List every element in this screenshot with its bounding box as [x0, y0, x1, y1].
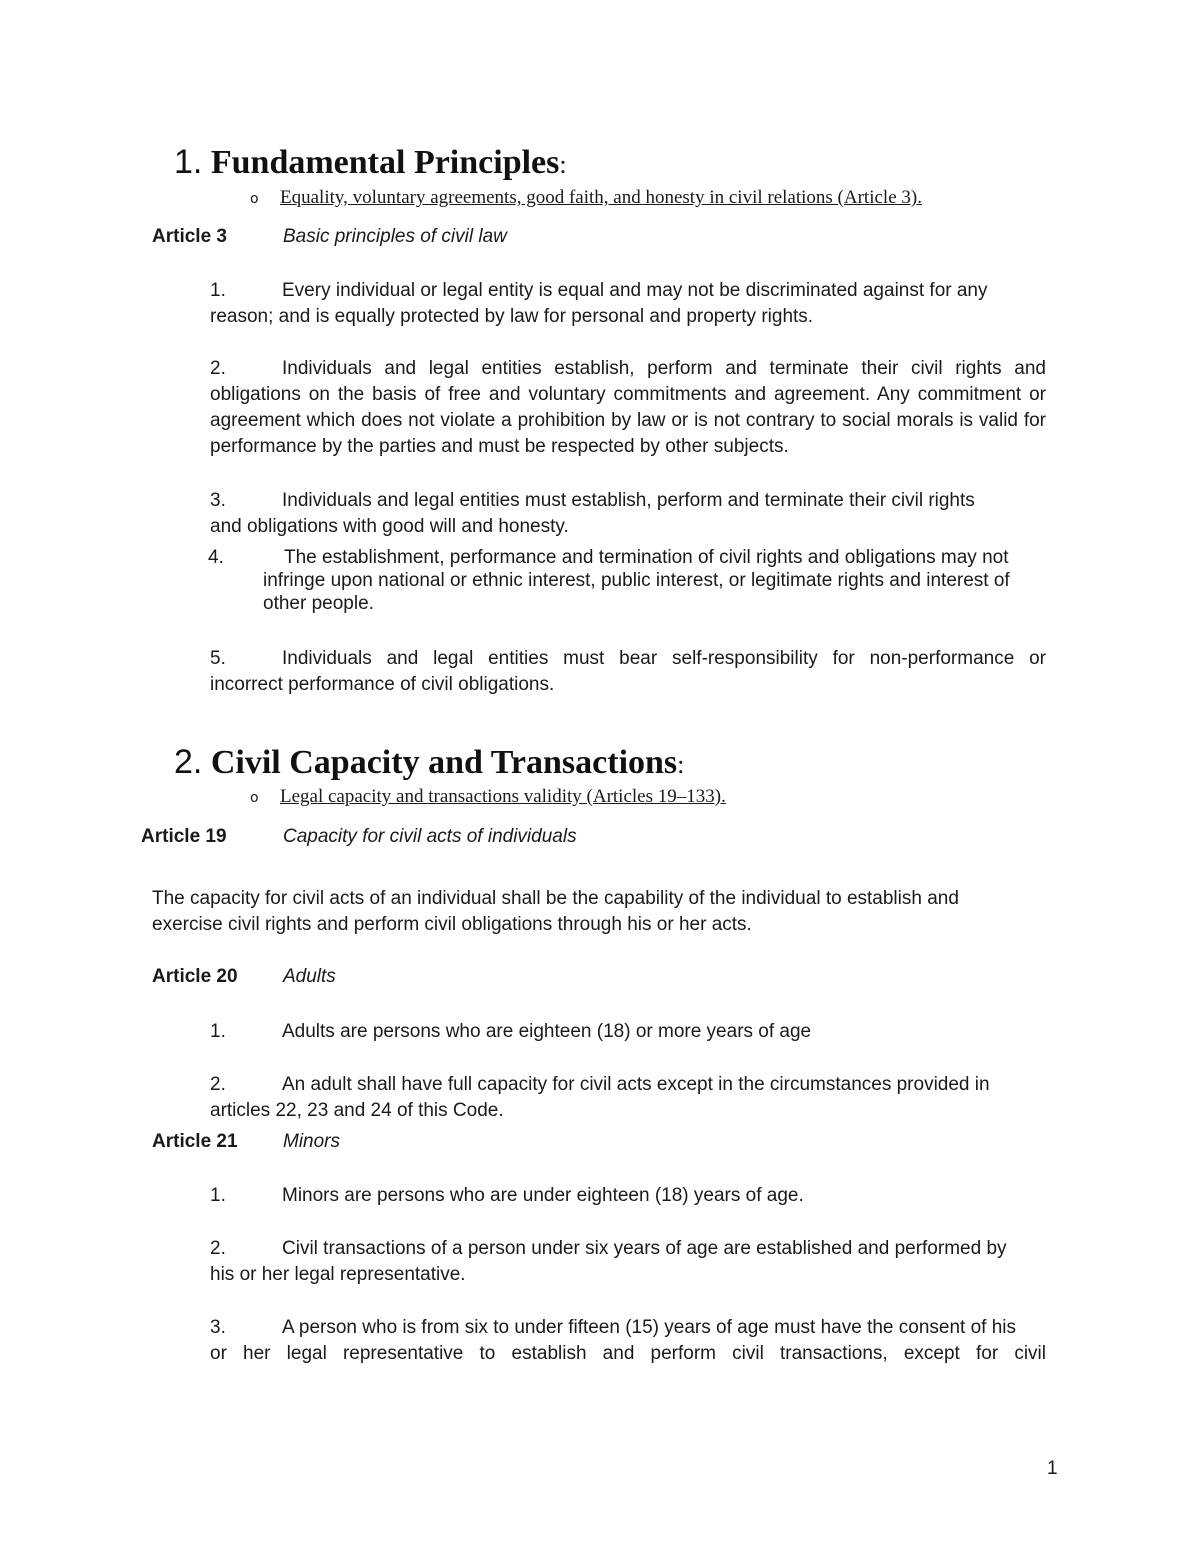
article-item [208, 546, 1048, 615]
item-number: 2. [210, 1074, 226, 1095]
article-title: Basic principles of civil law [283, 226, 507, 247]
item-number: 3. [210, 1317, 226, 1338]
section-title: Civil Capacity and Transactions [210, 744, 678, 781]
section-heading-1 [174, 142, 567, 185]
item-number: 3. [210, 490, 226, 511]
section-bullet-2 [250, 786, 726, 809]
item-text-rest: obligations on the basis of free and voluntary commitments and agreement. Any commitment or agreement which does not violate a prohibition by law or is not contrary to social morals is valid for performance by the parties and must be respected by other subjects. [210, 384, 1046, 457]
bullet-circle-icon: o [250, 790, 259, 806]
item-number: 1. [210, 280, 226, 301]
article-title: Capacity for civil acts of individuals [283, 826, 577, 847]
section-colon: : [559, 150, 567, 179]
article-title: Adults [283, 966, 336, 987]
bullet-text: Equality, voluntary agreements, good faith, and honesty in civil relations (Article 3). [280, 187, 922, 208]
item-text-rest: his or her legal representative. [210, 1264, 466, 1285]
bullet-text: Legal capacity and transactions validity (Articles 19–133). [280, 786, 726, 807]
item-text-first: Individuals and legal entities must establish, perform and terminate their civil rights [282, 490, 975, 511]
section-number: 2. [174, 743, 203, 781]
article-item [210, 1315, 1046, 1367]
item-text-rest: articles 22, 23 and 24 of this Code. [210, 1100, 504, 1121]
item-text-first: Every individual or legal entity is equal and may not be discriminated against for any [282, 280, 988, 301]
section-bullet-1 [250, 187, 922, 210]
article-item [210, 1072, 1046, 1124]
item-text-first: An adult shall have full capacity for civil acts except in the circumstances provided in [282, 1074, 990, 1095]
item-text-rest: infringe upon national or ethnic interest, public interest, or legitimate rights and interest of other people. [263, 570, 1010, 614]
item-number: 5. [210, 648, 226, 669]
article-item [210, 488, 1046, 540]
article-item [210, 1183, 1046, 1209]
article-title: Minors [283, 1131, 341, 1152]
article-body: The capacity for civil acts of an individual shall be the capability of the individual to establish and exercise civil rights and perform civil obligations through his or her acts. [152, 888, 959, 935]
section-heading-2 [174, 742, 684, 785]
article-label: Article 21 [152, 1131, 238, 1152]
bullet-circle-icon: o [250, 191, 259, 207]
item-text-first: Individuals and legal entities establish, perform and terminate their civil rights and [282, 358, 1046, 379]
item-number: 1. [210, 1185, 226, 1206]
item-number: 2. [210, 358, 226, 379]
item-text-first: Adults are persons who are eighteen (18) or more years of age [282, 1021, 812, 1042]
article-item [210, 646, 1046, 698]
article-item [210, 1236, 1046, 1288]
section-title: Fundamental Principles [210, 144, 560, 181]
page-number: 1 [1047, 1458, 1058, 1479]
item-number: 1. [210, 1021, 226, 1042]
article-item [210, 278, 1046, 330]
item-text-first: The establishment, performance and termination of civil rights and obligations may not [284, 547, 1009, 568]
article-label: Article 3 [152, 226, 227, 247]
article-item [210, 1019, 1046, 1045]
item-text-first: Minors are persons who are under eighteen (18) years of age. [282, 1185, 804, 1206]
item-text-first: Individuals and legal entities must bear self-responsibility for non-performance or [282, 648, 1046, 669]
article-item [210, 356, 1046, 460]
item-number: 4. [208, 547, 224, 568]
item-text-first: Civil transactions of a person under six years of age are established and performed by [282, 1238, 1007, 1259]
item-text-rest: incorrect performance of civil obligations. [210, 674, 555, 695]
section-number: 1. [174, 143, 203, 181]
article-label: Article 19 [141, 826, 227, 847]
item-text-rest: reason; and is equally protected by law for personal and property rights. [210, 306, 814, 327]
item-text-first: A person who is from six to under fifteen (15) years of age must have the consent of his [282, 1317, 1016, 1338]
item-text-rest: and obligations with good will and honesty. [210, 516, 569, 537]
section-colon: : [677, 750, 685, 779]
article-label: Article 20 [152, 966, 238, 987]
item-number: 2. [210, 1238, 226, 1259]
item-text-rest: or her legal representative to establish and perform civil transactions, except for civil [210, 1343, 1046, 1364]
